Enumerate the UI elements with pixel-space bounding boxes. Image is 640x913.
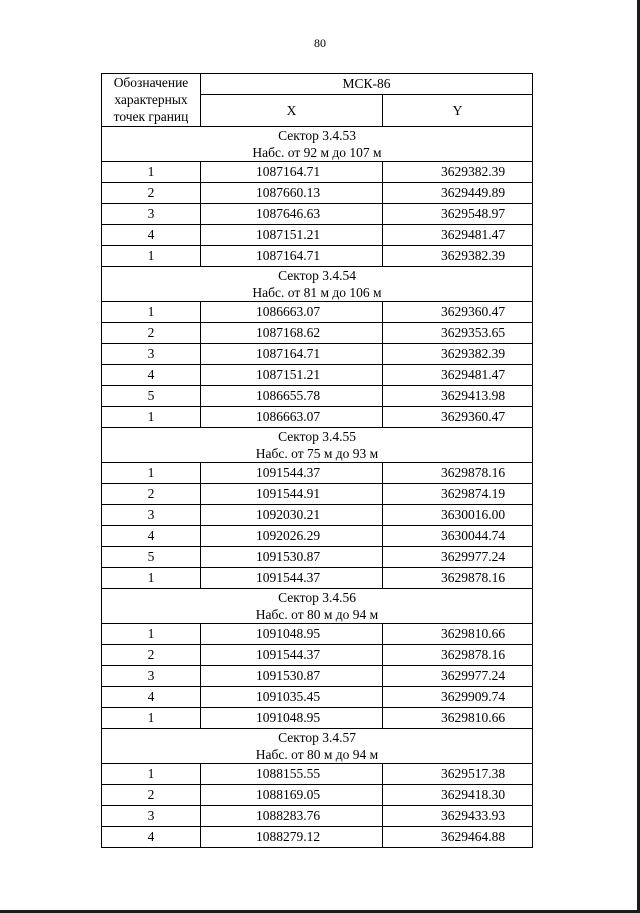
x-coordinate-cell: 1088283.76 (201, 806, 383, 827)
page-number: 80 (314, 36, 326, 50)
point-number-cell: 1 (102, 764, 201, 785)
sector-title: Сектор 3.4.54 (278, 268, 356, 283)
header-x: X (201, 95, 383, 127)
x-coordinate-cell: 1087646.63 (201, 204, 383, 225)
y-coordinate-cell: 3629481.47 (383, 365, 533, 386)
sector-header-row (102, 127, 533, 162)
x-coordinate-cell: 1086655.78 (201, 386, 383, 407)
sector-header (102, 127, 533, 162)
y-coordinate-cell: 3629977.24 (383, 666, 533, 687)
sector-title: Сектор 3.4.57 (278, 730, 356, 745)
y-coordinate-cell: 3629810.66 (383, 708, 533, 729)
table-row (102, 183, 533, 204)
table-row (102, 407, 533, 428)
y-coordinate-cell: 3629874.19 (383, 484, 533, 505)
x-coordinate-cell: 1088169.05 (201, 785, 383, 806)
point-number-cell: 1 (102, 246, 201, 267)
table-row (102, 302, 533, 323)
x-coordinate-cell: 1087151.21 (201, 225, 383, 246)
point-number-cell: 5 (102, 547, 201, 568)
y-coordinate-cell: 3629464.88 (383, 827, 533, 848)
y-coordinate-cell: 3629382.39 (383, 246, 533, 267)
sector-header (102, 267, 533, 302)
header-coordinate-system: МСК-86 (201, 74, 533, 95)
sector-header-row (102, 589, 533, 624)
sector-height-range: Набс. от 92 м до 107 м (252, 145, 382, 160)
table-row (102, 687, 533, 708)
x-coordinate-cell: 1092030.21 (201, 505, 383, 526)
y-coordinate-cell: 3629433.93 (383, 806, 533, 827)
point-number-cell: 1 (102, 407, 201, 428)
point-number-cell: 4 (102, 365, 201, 386)
table-row (102, 624, 533, 645)
point-number-cell: 4 (102, 225, 201, 246)
table-row (102, 344, 533, 365)
table-row (102, 246, 533, 267)
header-line: Обозначение (113, 75, 189, 90)
y-coordinate-cell: 3629878.16 (383, 463, 533, 484)
sector-header (102, 589, 533, 624)
y-coordinate-cell: 3629481.47 (383, 225, 533, 246)
y-coordinate-cell: 3629413.98 (383, 386, 533, 407)
sector-height-range: Набс. от 81 м до 106 м (252, 285, 382, 300)
table-row (102, 547, 533, 568)
sector-height-range: Набс. от 80 м до 94 м (255, 607, 379, 622)
x-coordinate-cell: 1087168.62 (201, 323, 383, 344)
y-coordinate-cell: 3629360.47 (383, 302, 533, 323)
sector-height-range: Набс. от 80 м до 94 м (255, 747, 379, 762)
x-coordinate-cell: 1091530.87 (201, 666, 383, 687)
x-coordinate-cell: 1087151.21 (201, 365, 383, 386)
table-row (102, 806, 533, 827)
y-coordinate-cell: 3629517.38 (383, 764, 533, 785)
y-coordinate-cell: 3629909.74 (383, 687, 533, 708)
y-coordinate-cell: 3629382.39 (383, 162, 533, 183)
y-coordinate-cell: 3629878.16 (383, 645, 533, 666)
sector-header-row (102, 428, 533, 463)
y-coordinate-cell: 3629353.65 (383, 323, 533, 344)
table-row (102, 162, 533, 183)
x-coordinate-cell: 1091035.45 (201, 687, 383, 708)
x-coordinate-cell: 1091544.37 (201, 463, 383, 484)
x-coordinate-cell: 1091544.37 (201, 568, 383, 589)
x-coordinate-cell: 1086663.07 (201, 407, 383, 428)
sector-height-range: Набс. от 75 м до 93 м (255, 446, 379, 461)
point-number-cell: 3 (102, 344, 201, 365)
coordinates-table (101, 73, 533, 848)
x-coordinate-cell: 1092026.29 (201, 526, 383, 547)
y-coordinate-cell: 3629360.47 (383, 407, 533, 428)
y-coordinate-cell: 3629810.66 (383, 624, 533, 645)
table-row (102, 225, 533, 246)
x-coordinate-cell: 1088155.55 (201, 764, 383, 785)
x-coordinate-cell: 1091530.87 (201, 547, 383, 568)
table-row (102, 568, 533, 589)
point-number-cell: 1 (102, 568, 201, 589)
point-number-cell: 3 (102, 204, 201, 225)
header-line: точек границ (113, 109, 189, 124)
table-row (102, 463, 533, 484)
table-row (102, 484, 533, 505)
x-coordinate-cell: 1091544.37 (201, 645, 383, 666)
table-row (102, 645, 533, 666)
point-number-cell: 2 (102, 183, 201, 204)
y-coordinate-cell: 3629548.97 (383, 204, 533, 225)
point-number-cell: 4 (102, 687, 201, 708)
sector-title: Сектор 3.4.53 (278, 128, 356, 143)
sector-header-row (102, 729, 533, 764)
x-coordinate-cell: 1087164.71 (201, 344, 383, 365)
x-coordinate-cell: 1087164.71 (201, 162, 383, 183)
table-row (102, 365, 533, 386)
y-coordinate-cell: 3629878.16 (383, 568, 533, 589)
point-number-cell: 4 (102, 526, 201, 547)
table-row (102, 708, 533, 729)
x-coordinate-cell: 1088279.12 (201, 827, 383, 848)
table-row (102, 666, 533, 687)
point-number-cell: 1 (102, 302, 201, 323)
table-row (102, 386, 533, 407)
point-number-cell: 3 (102, 806, 201, 827)
x-coordinate-cell: 1091048.95 (201, 624, 383, 645)
table-row (102, 764, 533, 785)
header-line: характерных (114, 92, 188, 107)
point-number-cell: 3 (102, 505, 201, 526)
sector-header (102, 428, 533, 463)
y-coordinate-cell: 3629449.89 (383, 183, 533, 204)
table-row (102, 505, 533, 526)
table-row (102, 323, 533, 344)
point-number-cell: 1 (102, 162, 201, 183)
table-row (102, 827, 533, 848)
x-coordinate-cell: 1087660.13 (201, 183, 383, 204)
y-coordinate-cell: 3629382.39 (383, 344, 533, 365)
y-coordinate-cell: 3630044.74 (383, 526, 533, 547)
header-point-designation (102, 74, 201, 127)
table-row (102, 526, 533, 547)
y-coordinate-cell: 3629418.30 (383, 785, 533, 806)
sector-header (102, 729, 533, 764)
y-coordinate-cell: 3629977.24 (383, 547, 533, 568)
point-number-cell: 4 (102, 827, 201, 848)
sector-title: Сектор 3.4.55 (278, 429, 356, 444)
point-number-cell: 2 (102, 785, 201, 806)
point-number-cell: 1 (102, 708, 201, 729)
point-number-cell: 1 (102, 624, 201, 645)
point-number-cell: 5 (102, 386, 201, 407)
point-number-cell: 2 (102, 645, 201, 666)
point-number-cell: 1 (102, 463, 201, 484)
sector-title: Сектор 3.4.56 (278, 590, 356, 605)
table-row (102, 785, 533, 806)
point-number-cell: 3 (102, 666, 201, 687)
x-coordinate-cell: 1087164.71 (201, 246, 383, 267)
x-coordinate-cell: 1091048.95 (201, 708, 383, 729)
y-coordinate-cell: 3630016.00 (383, 505, 533, 526)
point-number-cell: 2 (102, 484, 201, 505)
sector-header-row (102, 267, 533, 302)
point-number-cell: 2 (102, 323, 201, 344)
x-coordinate-cell: 1091544.91 (201, 484, 383, 505)
table-row (102, 204, 533, 225)
header-y: Y (383, 95, 533, 127)
x-coordinate-cell: 1086663.07 (201, 302, 383, 323)
